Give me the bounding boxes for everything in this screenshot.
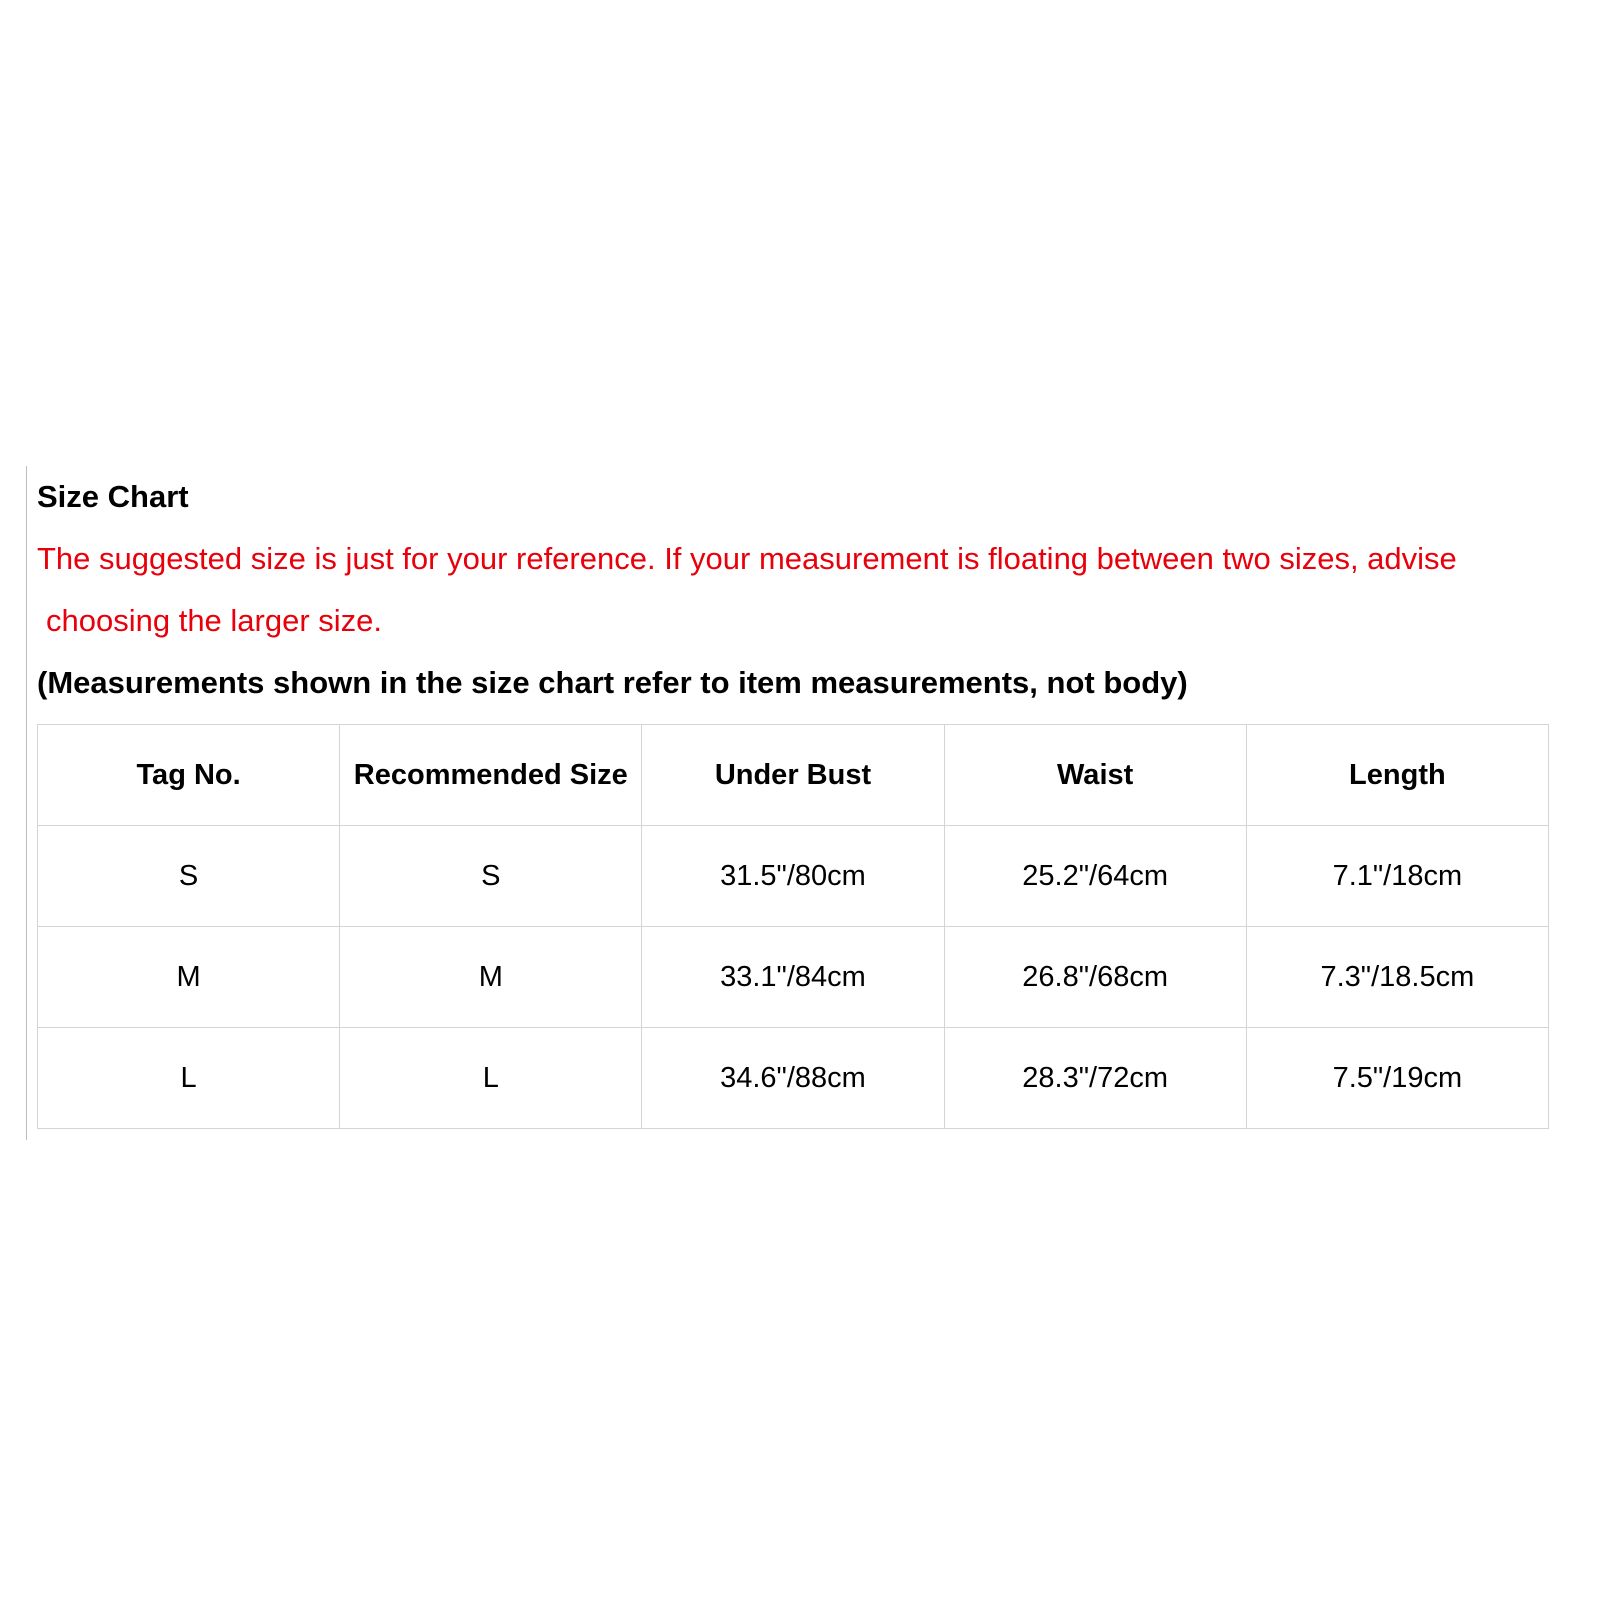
header-tag-no: Tag No. [38, 725, 340, 826]
header-under-bust: Under Bust [642, 725, 944, 826]
header-waist: Waist [944, 725, 1246, 826]
table-row [38, 927, 1549, 1028]
cell-recommended-size: S [340, 826, 642, 927]
header-length: Length [1246, 725, 1548, 826]
cell-tag-no: M [38, 927, 340, 1028]
cell-waist: 28.3"/72cm [944, 1028, 1246, 1129]
cell-recommended-size: M [340, 927, 642, 1028]
size-chart-header [37, 466, 1577, 714]
table-row [38, 1028, 1549, 1129]
cell-waist: 26.8"/68cm [944, 927, 1246, 1028]
cell-tag-no: L [38, 1028, 340, 1129]
cell-recommended-size: L [340, 1028, 642, 1129]
size-notice [37, 528, 1577, 652]
header-recommended-size: Recommended Size [340, 725, 642, 826]
cell-length: 7.5"/19cm [1246, 1028, 1548, 1129]
size-table [37, 724, 1549, 1129]
cell-under-bust: 31.5"/80cm [642, 826, 944, 927]
cell-length: 7.1"/18cm [1246, 826, 1548, 927]
size-notice-line-1: The suggested size is just for your reference. If your measurement is floating between two sizes, advise [37, 541, 1457, 576]
cell-tag-no: S [38, 826, 340, 927]
size-notice-line-2: choosing the larger size. [46, 603, 383, 638]
cell-length: 7.3"/18.5cm [1246, 927, 1548, 1028]
table-header-row [38, 725, 1549, 826]
table-row [38, 826, 1549, 927]
cell-waist: 25.2"/64cm [944, 826, 1246, 927]
cell-under-bust: 34.6"/88cm [642, 1028, 944, 1129]
page-title: Size Chart [37, 479, 189, 514]
left-divider [26, 466, 27, 1140]
measurement-note: (Measurements shown in the size chart refer to item measurements, not body) [37, 665, 1188, 700]
cell-under-bust: 33.1"/84cm [642, 927, 944, 1028]
